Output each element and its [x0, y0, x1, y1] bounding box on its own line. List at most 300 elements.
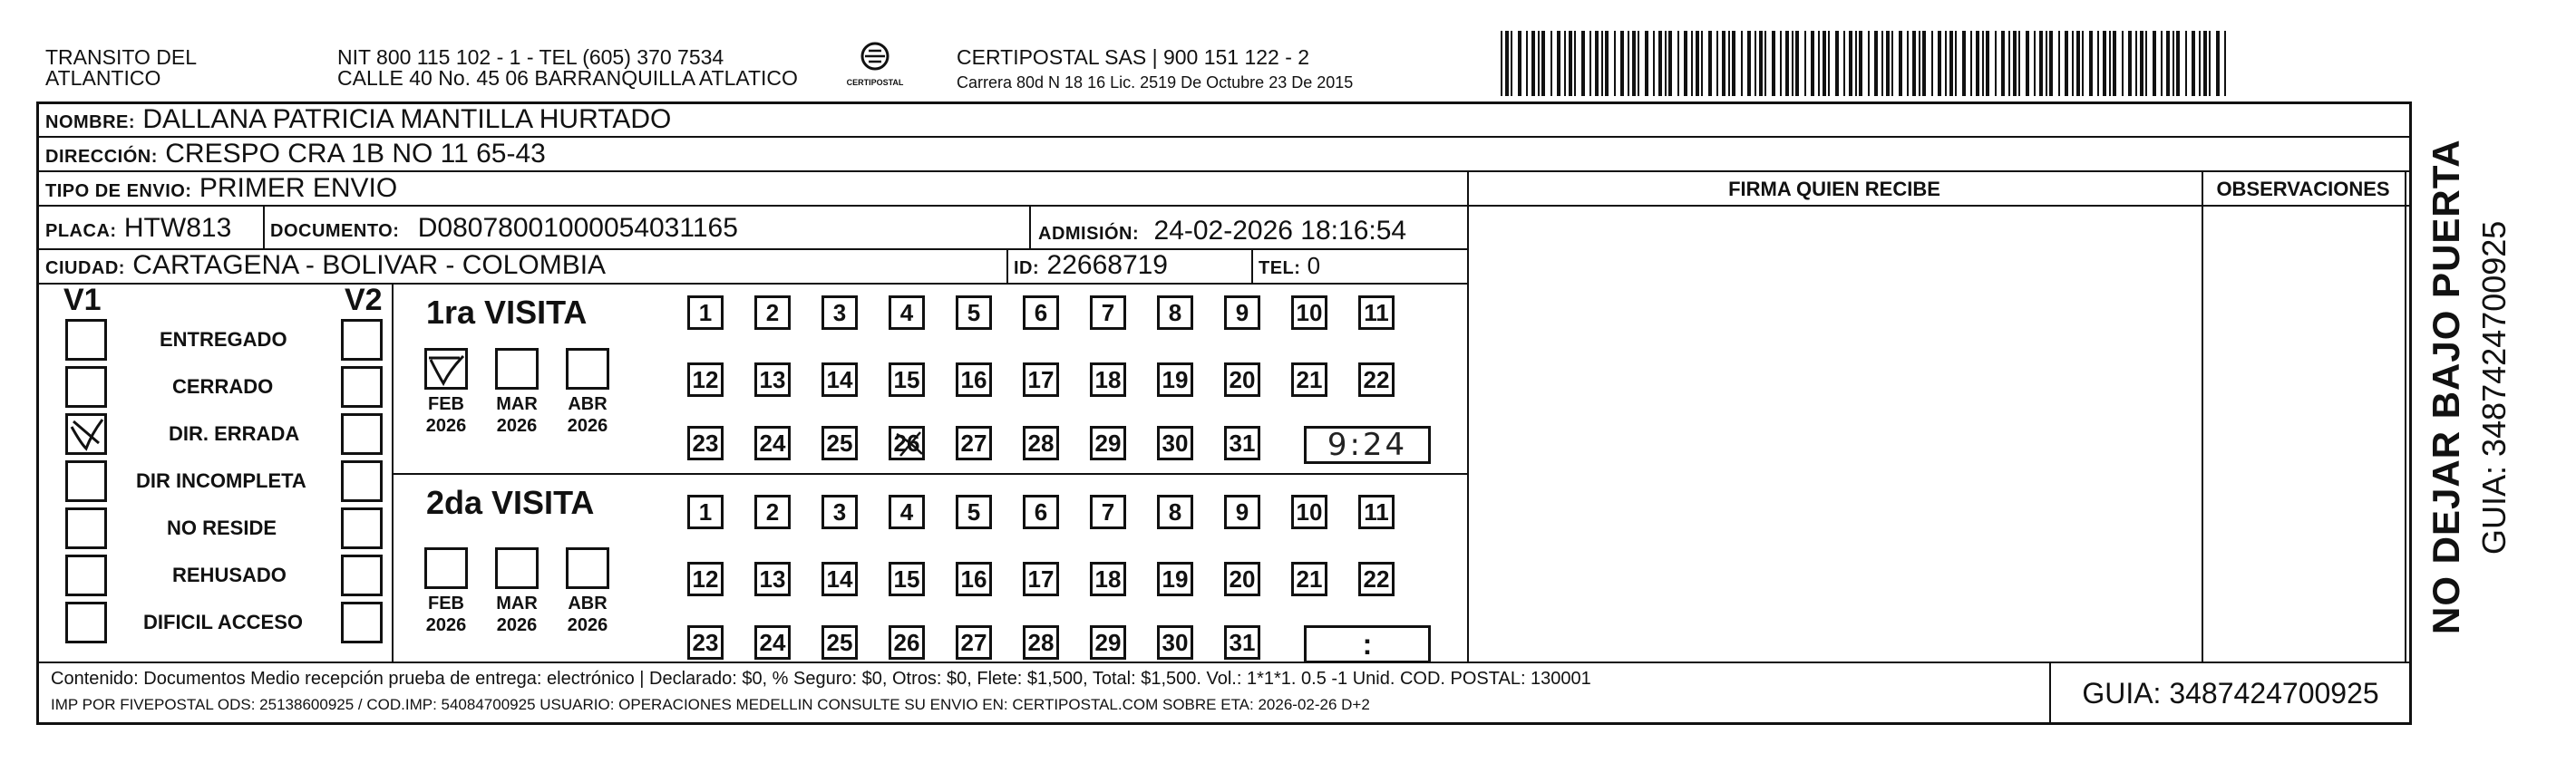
- barcode-bar: [2097, 31, 2099, 96]
- barcode-bar: [2209, 31, 2211, 96]
- status-label: NO RESIDE: [167, 517, 277, 539]
- barcode-bar: [1764, 31, 1766, 96]
- barcode-bar: [1818, 31, 1820, 96]
- barcode-bar: [1881, 31, 1883, 96]
- day-number: 27: [960, 629, 987, 656]
- day-number: 22: [1363, 565, 1390, 593]
- carrier-line: CERTIPOSTAL SAS | 900 151 122 - 2: [957, 45, 1310, 69]
- barcode-bar: [2089, 31, 2093, 96]
- tipo-envio-field: [45, 173, 397, 207]
- barcode-bar: [2058, 31, 2060, 96]
- firma-header: FIRMA QUIEN RECIBE: [1728, 178, 1940, 200]
- day-box[interactable]: [1023, 362, 1059, 397]
- v2-checkbox[interactable]: [341, 602, 383, 643]
- day-strike-icon: [891, 429, 928, 463]
- day-number: 24: [759, 430, 786, 457]
- month-name: FEB: [428, 594, 464, 613]
- barcode-bar: [1785, 31, 1789, 96]
- barcode-bar: [1728, 31, 1730, 96]
- day-box[interactable]: [956, 562, 992, 596]
- day-number: 10: [1296, 299, 1323, 326]
- day-number: 11: [1364, 498, 1389, 526]
- day-number: 21: [1296, 366, 1323, 393]
- status-label: ENTREGADO: [160, 328, 287, 351]
- check-mark-icon: [427, 351, 465, 387]
- day-number: 14: [826, 366, 853, 393]
- barcode-bar: [1501, 31, 1502, 96]
- barcode-bar: [1795, 31, 1799, 96]
- day-box[interactable]: [1090, 625, 1126, 660]
- barcode-bar: [1589, 31, 1591, 96]
- barcode-bar: [1638, 31, 1639, 96]
- barcode-bar: [1564, 31, 1566, 96]
- day-number: 9: [1235, 299, 1249, 326]
- barcode-bar: [2008, 31, 2010, 96]
- day-box[interactable]: [687, 426, 724, 460]
- barcode: [1501, 31, 2231, 96]
- month-checkbox[interactable]: [424, 348, 468, 390]
- barcode-bar: [1541, 31, 1545, 96]
- barcode-bar: [1919, 31, 1920, 96]
- barcode-bar: [2161, 31, 2163, 96]
- tel-field: [1259, 250, 1320, 284]
- day-box[interactable]: [1023, 295, 1059, 330]
- day-box[interactable]: [821, 562, 858, 596]
- day-box[interactable]: [1358, 562, 1395, 596]
- v1-checkbox[interactable]: [65, 366, 107, 408]
- day-box[interactable]: [889, 625, 925, 660]
- barcode-bar: [1823, 31, 1826, 96]
- status-label: DIFICIL ACCESO: [143, 611, 304, 633]
- id-value: 22668719: [1046, 250, 1168, 280]
- org-name-line1: TRANSITO DEL: [45, 45, 197, 69]
- barcode-bar: [2039, 31, 2043, 96]
- barcode-bar: [1668, 31, 1672, 96]
- v2-checkbox[interactable]: [341, 366, 383, 408]
- v1-label: V1: [63, 283, 102, 317]
- day-number: 31: [1229, 629, 1256, 656]
- barcode-bar: [2076, 31, 2080, 96]
- placa-label: PLACA:: [45, 221, 117, 241]
- barcode-bar: [1772, 31, 1775, 96]
- month-year: 2026: [567, 615, 608, 635]
- day-number: 17: [1027, 565, 1055, 593]
- barcode-bar: [2013, 31, 2017, 96]
- barcode-bar: [2103, 31, 2106, 96]
- day-box[interactable]: [1090, 362, 1126, 397]
- barcode-bar: [2034, 31, 2036, 96]
- barcode-bar: [1922, 31, 1926, 96]
- day-number: 28: [1027, 430, 1055, 457]
- admision-label: ADMISIÓN:: [1038, 224, 1140, 244]
- documento-field: [270, 213, 738, 246]
- barcode-bar: [1755, 31, 1756, 96]
- day-number: 9: [1235, 498, 1249, 526]
- barcode-bar: [2153, 31, 2156, 96]
- month-name: MAR: [496, 594, 538, 613]
- month-year: 2026: [496, 416, 538, 436]
- day-box[interactable]: [687, 625, 724, 660]
- barcode-bar: [1696, 31, 1699, 96]
- v2-checkbox[interactable]: [341, 413, 383, 455]
- day-box[interactable]: [1291, 295, 1327, 330]
- second-visit-title: 2da VISITA: [426, 484, 595, 521]
- day-number: 3: [832, 498, 847, 526]
- day-box[interactable]: [687, 562, 724, 596]
- day-box[interactable]: [1224, 426, 1260, 460]
- day-box[interactable]: [754, 495, 791, 529]
- barcode-bar: [2199, 31, 2201, 96]
- day-number: 29: [1094, 430, 1122, 457]
- month-checkbox[interactable]: [424, 547, 468, 589]
- barcode-bar: [1976, 31, 1979, 96]
- barcode-bar: [1949, 31, 1953, 96]
- day-number: 12: [692, 565, 719, 593]
- check-mark-icon: [68, 416, 104, 452]
- day-number: 21: [1296, 565, 1323, 593]
- day-box[interactable]: [1358, 295, 1395, 330]
- barcode-bar: [1557, 31, 1560, 96]
- nombre-label: NOMBRE:: [45, 112, 136, 132]
- barcode-bar: [1811, 31, 1814, 96]
- ciudad-label: CIUDAD:: [45, 258, 125, 278]
- day-number: 6: [1034, 498, 1048, 526]
- day-box[interactable]: [687, 495, 724, 529]
- barcode-bar: [1595, 31, 1599, 96]
- id-label: ID:: [1014, 258, 1040, 278]
- day-number: 14: [826, 565, 853, 593]
- ciudad-value: CARTAGENA - BOLIVAR - COLOMBIA: [132, 250, 607, 280]
- day-box[interactable]: [1090, 295, 1126, 330]
- barcode-bar: [2018, 31, 2020, 96]
- day-number: 19: [1162, 565, 1189, 593]
- barcode-bar: [2065, 31, 2068, 96]
- tel-label: TEL:: [1259, 258, 1301, 278]
- barcode-bar: [1691, 31, 1693, 96]
- day-number: 7: [1101, 299, 1115, 326]
- day-number: 30: [1162, 629, 1189, 656]
- day-box[interactable]: [1157, 362, 1193, 397]
- direccion-field: [45, 139, 546, 172]
- observaciones-header: OBSERVACIONES: [2216, 178, 2390, 200]
- day-box[interactable]: [754, 562, 791, 596]
- day-number: 2: [765, 299, 780, 326]
- time-box[interactable]: [1304, 625, 1431, 663]
- day-box[interactable]: [821, 426, 858, 460]
- barcode-bar: [1804, 31, 1806, 96]
- barcode-bar: [1962, 31, 1966, 96]
- time-box[interactable]: [1304, 426, 1431, 464]
- day-number: 25: [826, 430, 853, 457]
- tipo-envio-label: TIPO DE ENVIO:: [45, 181, 192, 201]
- day-number: 31: [1229, 430, 1256, 457]
- day-box[interactable]: [1023, 426, 1059, 460]
- month-name: ABR: [568, 594, 608, 613]
- day-number: 18: [1094, 366, 1122, 393]
- documento-value: D08078001000054031165: [417, 213, 738, 243]
- day-box[interactable]: [1291, 495, 1327, 529]
- barcode-bar: [2176, 31, 2180, 96]
- nombre-value: DALLANA PATRICIA MANTILLA HURTADO: [142, 104, 672, 134]
- barcode-bar: [1665, 31, 1667, 96]
- placa-field: [45, 213, 231, 246]
- tipo-envio-value: PRIMER ENVIO: [199, 173, 398, 203]
- day-box[interactable]: [754, 426, 791, 460]
- barcode-bar: [1701, 31, 1703, 96]
- barcode-bar: [1995, 31, 1997, 96]
- day-box[interactable]: [956, 426, 992, 460]
- barcode-bar: [1601, 31, 1603, 96]
- barcode-bar: [1849, 31, 1852, 96]
- day-number: 13: [759, 565, 786, 593]
- first-visit-title: 1ra VISITA: [426, 294, 588, 331]
- day-box[interactable]: [1224, 495, 1260, 529]
- barcode-bar: [2192, 31, 2195, 96]
- barcode-bar: [1931, 31, 1933, 96]
- day-number: 20: [1229, 366, 1256, 393]
- content-line: Contenido: Documentos Medio recepción prueba de entrega: electrónico | Declarado: $0, % Seguro: $0, Otros: $0, Flete: $1,500, Total: $1,500. Vol.: 1*1*1. 0.5 -1 Unid. COD. POSTAL: 130001: [51, 669, 1591, 689]
- barcode-bar: [2185, 31, 2187, 96]
- day-number: 18: [1094, 565, 1122, 593]
- day-box[interactable]: [687, 362, 724, 397]
- day-number: 22: [1363, 366, 1390, 393]
- month-name: FEB: [428, 394, 464, 414]
- barcode-bar: [1531, 31, 1535, 96]
- nit-line: NIT 800 115 102 - 1 - TEL (605) 370 7534: [337, 45, 724, 69]
- barcode-bar: [1835, 31, 1839, 96]
- barcode-bar: [1970, 31, 1972, 96]
- barcode-bar: [2145, 31, 2147, 96]
- day-number: 26: [893, 430, 920, 457]
- barcode-bar: [1732, 31, 1735, 96]
- barcode-bar: [1907, 31, 1909, 96]
- imp-line: IMP POR FIVEPOSTAL ODS: 25138600925 / COD.IMP: 54084700925 USUARIO: OPERACIONES MEDELLIN CONSULTE SU ENVIO EN: CERTIPOSTAL.COM SOBRE ETA: 2026-02-26 D+2: [51, 696, 1370, 713]
- month-checkbox[interactable]: [566, 547, 609, 589]
- v2-checkbox[interactable]: [341, 319, 383, 361]
- day-box[interactable]: [754, 625, 791, 660]
- day-box[interactable]: [889, 495, 925, 529]
- barcode-bar: [1511, 31, 1512, 96]
- barcode-bar: [2046, 31, 2047, 96]
- barcode-bar: [2128, 31, 2132, 96]
- day-number: 28: [1027, 629, 1055, 656]
- day-number: 20: [1229, 565, 1256, 593]
- day-box[interactable]: [1090, 426, 1126, 460]
- day-number: 1: [698, 498, 713, 526]
- month-checkbox[interactable]: [495, 547, 539, 589]
- day-box[interactable]: [1023, 625, 1059, 660]
- day-box[interactable]: [754, 295, 791, 330]
- v1-checkbox[interactable]: [65, 319, 107, 361]
- day-box[interactable]: [1224, 362, 1260, 397]
- day-number: 24: [759, 629, 786, 656]
- day-box[interactable]: [754, 362, 791, 397]
- day-box[interactable]: [1090, 562, 1126, 596]
- day-box[interactable]: [889, 562, 925, 596]
- day-number: 29: [1094, 629, 1122, 656]
- v2-checkbox[interactable]: [341, 460, 383, 502]
- status-label: DIR INCOMPLETA: [136, 469, 306, 492]
- time-value: 9:24: [1327, 427, 1408, 463]
- nombre-field: [45, 104, 671, 138]
- barcode-bar: [1518, 31, 1521, 96]
- month-name: ABR: [568, 394, 608, 414]
- barcode-bar: [2072, 31, 2074, 96]
- day-box[interactable]: [1224, 562, 1260, 596]
- day-box[interactable]: [956, 295, 992, 330]
- tel-value: 0: [1307, 252, 1321, 279]
- certipostal-logo-icon: [843, 40, 907, 96]
- day-number: 3: [832, 299, 847, 326]
- barcode-bar: [1505, 31, 1509, 96]
- day-box[interactable]: [1358, 495, 1395, 529]
- day-box[interactable]: [1157, 295, 1193, 330]
- barcode-bar: [1653, 31, 1655, 96]
- license-line: Carrera 80d N 18 16 Lic. 2519 De Octubre 23 De 2015: [957, 73, 1354, 92]
- day-box[interactable]: [956, 625, 992, 660]
- barcode-bar: [1899, 31, 1902, 96]
- day-number: 27: [960, 430, 987, 457]
- v2-checkbox[interactable]: [341, 555, 383, 596]
- barcode-bar: [1982, 31, 1984, 96]
- day-number: 2: [765, 498, 780, 526]
- barcode-bar: [1620, 31, 1624, 96]
- barcode-bar: [1677, 31, 1679, 96]
- day-number: 5: [967, 299, 981, 326]
- admision-field: [1038, 216, 1406, 249]
- barcode-bar: [2203, 31, 2207, 96]
- barcode-bar: [2001, 31, 2005, 96]
- day-box[interactable]: [1224, 625, 1260, 660]
- day-box[interactable]: [956, 362, 992, 397]
- day-box[interactable]: [1358, 362, 1395, 397]
- month-checkbox[interactable]: [495, 348, 539, 390]
- barcode-bar: [1722, 31, 1725, 96]
- day-number: 12: [692, 366, 719, 393]
- barcode-bar: [1716, 31, 1718, 96]
- day-number: 15: [893, 565, 920, 593]
- v2-checkbox[interactable]: [341, 507, 383, 549]
- day-number: 25: [826, 629, 853, 656]
- barcode-bar: [2113, 31, 2116, 96]
- day-box[interactable]: [821, 625, 858, 660]
- barcode-bar: [2173, 31, 2174, 96]
- barcode-bar: [2140, 31, 2143, 96]
- day-number: 23: [692, 430, 719, 457]
- barcode-bar: [2026, 31, 2029, 96]
- month-year: 2026: [567, 416, 608, 436]
- day-box[interactable]: [821, 295, 858, 330]
- month-checkbox[interactable]: [566, 348, 609, 390]
- documento-label: DOCUMENTO:: [270, 221, 400, 241]
- barcode-bar: [1605, 31, 1609, 96]
- day-number: 16: [960, 366, 987, 393]
- day-number: 4: [899, 299, 914, 326]
- day-box[interactable]: [1157, 426, 1193, 460]
- barcode-bar: [1843, 31, 1845, 96]
- barcode-bar: [1792, 31, 1793, 96]
- time-value: :: [1362, 628, 1373, 661]
- day-box[interactable]: [1023, 562, 1059, 596]
- day-number: 4: [899, 498, 914, 526]
- day-number: 8: [1168, 299, 1182, 326]
- barcode-bar: [1708, 31, 1712, 96]
- ciudad-field: [45, 250, 606, 284]
- barcode-bar: [2109, 31, 2111, 96]
- barcode-bar: [1759, 31, 1763, 96]
- barcode-bar: [1747, 31, 1751, 96]
- barcode-bar: [2216, 31, 2220, 96]
- barcode-bar: [1550, 31, 1552, 96]
- barcode-bar: [1526, 31, 1528, 96]
- barcode-bar: [2082, 31, 2084, 96]
- direccion-label: DIRECCIÓN:: [45, 147, 158, 167]
- day-number: 17: [1027, 366, 1055, 393]
- v1-checkbox[interactable]: [65, 413, 107, 455]
- day-box[interactable]: [1157, 562, 1193, 596]
- day-number: 30: [1162, 430, 1189, 457]
- barcode-bar: [1986, 31, 1989, 96]
- day-box[interactable]: [889, 295, 925, 330]
- day-box[interactable]: [1224, 295, 1260, 330]
- v1-checkbox[interactable]: [65, 460, 107, 502]
- v1-checkbox[interactable]: [65, 507, 107, 549]
- day-box[interactable]: [889, 426, 925, 460]
- day-box[interactable]: [821, 495, 858, 529]
- day-box[interactable]: [1157, 495, 1193, 529]
- day-number: 16: [960, 565, 987, 593]
- day-number: 5: [967, 498, 981, 526]
- v2-label: V2: [345, 283, 383, 317]
- barcode-bar: [1614, 31, 1616, 96]
- v1-checkbox[interactable]: [65, 602, 107, 643]
- day-box[interactable]: [889, 362, 925, 397]
- day-number: 8: [1168, 498, 1182, 526]
- day-box[interactable]: [821, 362, 858, 397]
- barcode-bar: [1945, 31, 1947, 96]
- barcode-bar: [2224, 31, 2226, 96]
- barcode-bar: [1741, 31, 1743, 96]
- status-label: REHUSADO: [172, 564, 287, 586]
- month-year: 2026: [425, 416, 467, 436]
- day-number: 10: [1296, 498, 1323, 526]
- barcode-bar: [1628, 31, 1629, 96]
- day-box[interactable]: [1291, 562, 1327, 596]
- barcode-bar: [1645, 31, 1648, 96]
- v1-checkbox[interactable]: [65, 555, 107, 596]
- direccion-value: CRESPO CRA 1B NO 11 65-43: [165, 139, 546, 169]
- barcode-bar: [2122, 31, 2124, 96]
- status-label: CERRADO: [172, 375, 274, 398]
- day-box[interactable]: [687, 295, 724, 330]
- admision-value: 24-02-2026 18:16:54: [1153, 216, 1407, 246]
- day-box[interactable]: [956, 495, 992, 529]
- barcode-bar: [1538, 31, 1540, 96]
- day-box[interactable]: [1291, 362, 1327, 397]
- barcode-bar: [1868, 31, 1870, 96]
- day-number: 15: [893, 366, 920, 393]
- barcode-bar: [1780, 31, 1782, 96]
- barcode-bar: [1912, 31, 1916, 96]
- month-name: MAR: [496, 394, 538, 414]
- side-warning: NO DEJAR BAJO PUERTA: [2425, 139, 2467, 634]
- org-name-line2: ATLANTICO: [45, 66, 161, 90]
- address-line: CALLE 40 No. 45 06 BARRANQUILLA ATLATICO: [337, 66, 798, 90]
- day-box[interactable]: [1157, 625, 1193, 660]
- day-box[interactable]: [1023, 495, 1059, 529]
- day-box[interactable]: [1090, 495, 1126, 529]
- month-year: 2026: [425, 615, 467, 635]
